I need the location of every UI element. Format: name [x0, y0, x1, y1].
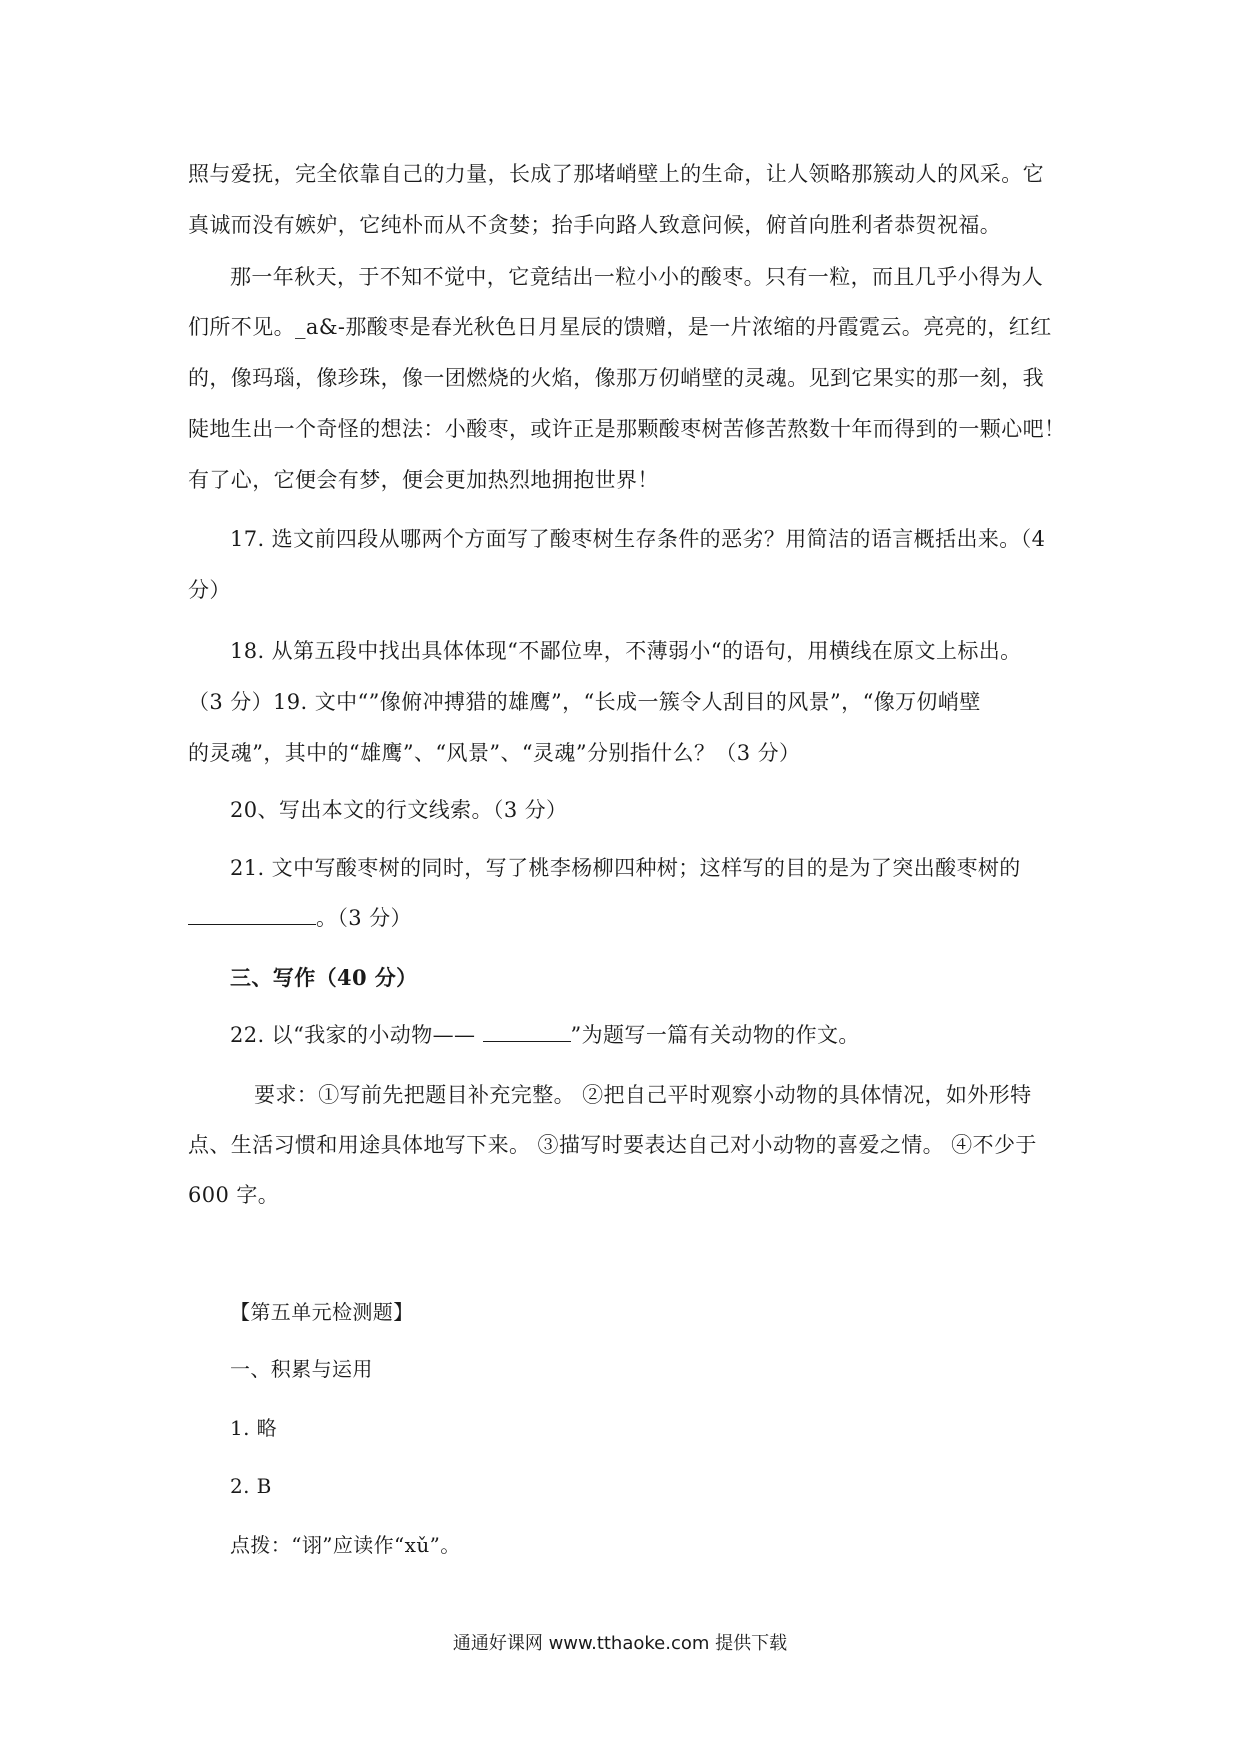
question-20: 20、写出本文的行文线索。（3 分）: [230, 798, 568, 822]
question-18-19-line: （3 分）19. 文中“”像俯冲搏猎的雄鹰”，“长成一簇令人刮目的风景”，“像万仞峭壁: [188, 690, 981, 714]
answer-1: 1. 略: [230, 1416, 278, 1440]
question-21-line1: 21. 文中写酸枣树的同时，写了桃李杨柳四种树；这样写的目的是为了突出酸枣树的: [230, 856, 1021, 880]
title-blank: [483, 1023, 571, 1042]
requirements-line3: 600 字。: [188, 1183, 280, 1207]
question-17-line1: 17. 选文前四段从哪两个方面写了酸枣树生存条件的恶劣？用简洁的语言概括出来。（4: [230, 527, 1046, 551]
passage-p2-line4: 陡地生出一个奇怪的想法：小酸枣，或许正是那颗酸枣树苦修苦熬数十年而得到的一颗心吧！: [188, 417, 1066, 441]
passage-p1-line1: 照与爱抚，完全依靠自己的力量，长成了那堵峭壁上的生命，让人领略那簇动人的风采。它: [188, 162, 1044, 186]
requirements-line1: 要求：①写前先把题目补充完整。 ②把自己平时观察小动物的具体情况，如外形特: [254, 1083, 1032, 1107]
writing-heading: 三、写作（40 分）: [230, 965, 418, 990]
question-22: [230, 1021, 860, 1049]
answer-section-title: 【第五单元检测题】: [230, 1300, 414, 1324]
question-18-line1: 18. 从第五段中找出具体体现“不鄙位卑，不薄弱小“的语句，用横线在原文上标出。: [230, 639, 1022, 663]
answer-blank: [188, 906, 316, 925]
question-17-line2: 分）: [188, 578, 231, 602]
question-22-prefix: 22. 以“我家的小动物——: [230, 1023, 476, 1047]
passage-p2-line2: 们所不见。_a&-那酸枣是春光秋色日月星辰的馈赠，是一片浓缩的丹霞霓云。亮亮的，红红: [188, 315, 1052, 339]
requirements-line2: 点、生活习惯和用途具体地写下来。 ③描写时要表达自己对小动物的喜爱之情。 ④不少于: [188, 1133, 1037, 1157]
question-22-suffix: ”为题写一篇有关动物的作文。: [570, 1023, 860, 1047]
passage-p2-line5: 有了心，它便会有梦，便会更加热烈地拥抱世界！: [188, 468, 659, 492]
question-21-line2: [188, 904, 412, 932]
page-footer: 通通好课网 www.tthaoke.com 提供下载: [452, 1633, 788, 1654]
question-21-suffix: 。（3 分）: [316, 906, 412, 930]
question-19-line3: 的灵魂”，其中的“雄鹰”、“风景”、“灵魂”分别指什么？（3 分）: [188, 741, 801, 765]
answer-hint: 点拨：“诩”应读作“xǔ”。: [230, 1533, 461, 1557]
passage-p2-line1: 那一年秋天，于不知不觉中，它竟结出一粒小小的酸枣。只有一粒，而且几乎小得为人: [230, 265, 1044, 289]
passage-p1-line2: 真诚而没有嫉妒，它纯朴而从不贪婪；抬手向路人致意问候，俯首向胜利者恭贺祝福。: [188, 213, 1002, 237]
answer-2: 2. B: [230, 1474, 272, 1498]
passage-p2-line3: 的，像玛瑙，像珍珠，像一团燃烧的火焰，像那万仞峭壁的灵魂。见到它果实的那一刻，我: [188, 366, 1044, 390]
answer-part1-heading: 一、积累与运用: [230, 1357, 373, 1381]
